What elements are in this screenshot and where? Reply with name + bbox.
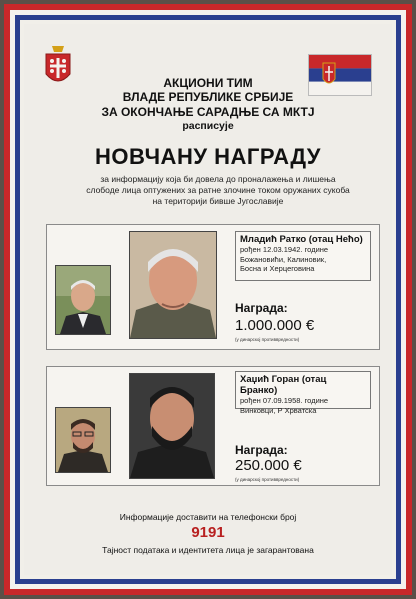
footer-phone: 9191 (191, 524, 225, 541)
reward-note-2: (у динарској противвредности) (235, 477, 300, 482)
person-place-1a: Божановићи, Калиновик, (240, 254, 327, 264)
person-place-2a: Винковци, Р Хрватска (240, 405, 317, 415)
header-line-2: ВЛАДЕ РЕПУБЛИКЕ СРБИЈЕ (122, 90, 294, 104)
header-line-3: ЗА ОКОНЧАЊЕ САРАДЊЕ СА МКТЈ (101, 105, 315, 119)
person-name-2: Хаџић Горан (отац Бранко) (240, 374, 327, 396)
reward-amount-1: 1.000.000 € (235, 317, 315, 334)
person-photo-small-1 (55, 265, 111, 335)
serbian-coat-of-arms-icon (42, 44, 74, 90)
person-card-2 (46, 366, 380, 486)
reward-label-1: Награда: (235, 301, 288, 315)
reward-note-1: (у динарској противвредности) (235, 337, 300, 342)
person-info-2 (235, 371, 371, 415)
person-born-2: рођен 07.09.1958. године (240, 396, 329, 405)
person-photo-small-2 (55, 407, 111, 473)
person-place-1b: Босна и Херцеговина (240, 264, 315, 273)
person-photo-large-1 (129, 231, 217, 339)
reward-label-2: Награда: (235, 443, 288, 457)
person-name-1: Младић Ратко (отац Нећо) (240, 234, 363, 245)
reward-amount-2: 250.000 € (235, 457, 302, 474)
wanted-poster (4, 4, 412, 595)
person-card-1 (46, 224, 380, 350)
person-photo-large-2 (129, 373, 215, 479)
footer-secrecy: Тајност података и идентитета лица је загарантована (102, 545, 314, 555)
person-born-1: рођен 12.03.1942. године (240, 245, 329, 254)
header-line-4: расписује (182, 120, 234, 132)
footer-info: Информације доставити на телефонски број (119, 512, 297, 522)
header-line-1: АКЦИОНИ ТИМ (163, 76, 253, 90)
poster-title: НОВЧАНУ НАГРАДУ (95, 144, 321, 169)
intro-text: за информацију која би довела до проналажења и лишења слободе лица оптужених за ратне злочине током оружаних сукоба на територији бивше Југославије (86, 174, 350, 206)
poster-body (24, 24, 392, 575)
person-info-1 (235, 231, 371, 281)
